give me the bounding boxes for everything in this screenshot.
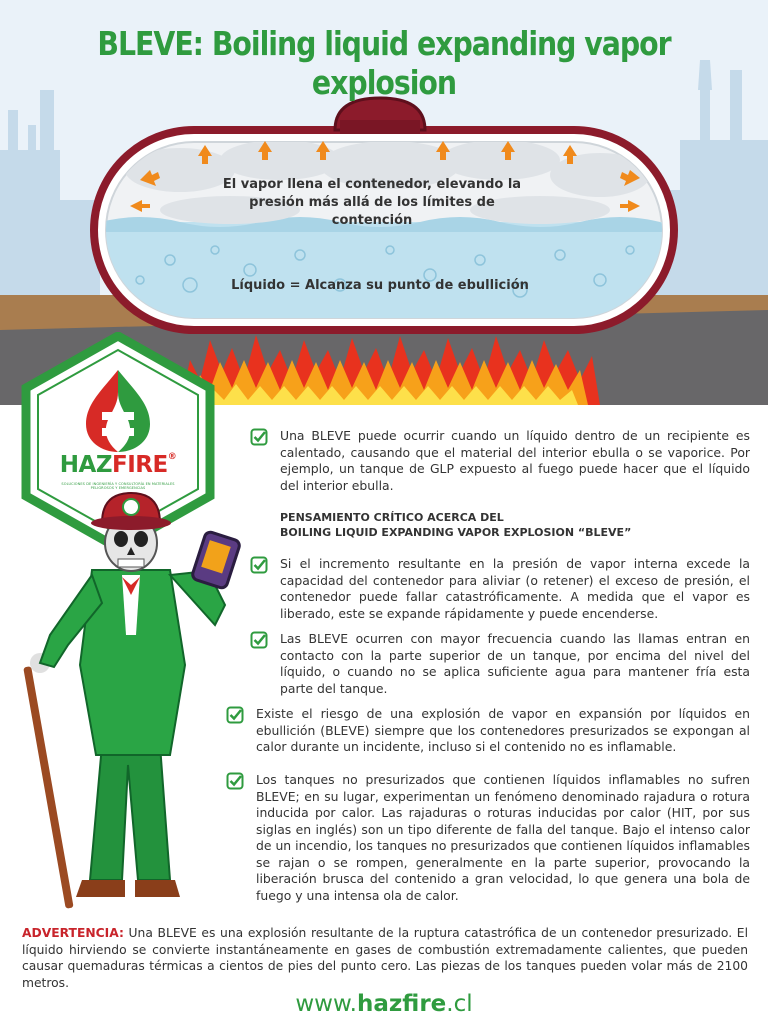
- website-link[interactable]: [0, 991, 768, 1017]
- warning-paragraph: [22, 925, 748, 991]
- liquid: [100, 222, 670, 322]
- intro-text: Una BLEVE puede ocurrir cuando un líquido dentro de un recipiente es calentado, causando que el material del interior ebulla o se vaporice. Por ejemplo, un tanque de GLP expuesto al fuego puede hacer que el líquido del interior ebulla.: [280, 428, 750, 493]
- brand-haz: HAZ: [59, 452, 113, 478]
- point-text: Las BLEVE ocurren con mayor frecuencia cuando las llamas entran en contacto con la parte superior de un tanque, por encima del nivel del líquido, o cuando no se aplica suficiente agua para mantener fría esta parte del tanque.: [280, 631, 750, 696]
- url-prefix: www.: [295, 991, 357, 1017]
- subheading-line2: BOILING LIQUID EXPANDING VAPOR EXPLOSION “BLEVE”: [280, 526, 632, 539]
- page-title: BLEVE: Boiling liquid expanding vapor explosion: [97, 24, 671, 102]
- url-domain: hazfire: [357, 991, 447, 1017]
- brand-fire: FIRE: [112, 452, 168, 478]
- check-icon: [226, 772, 244, 790]
- intro-item: [250, 428, 750, 494]
- subheading-line1: PENSAMIENTO CRÍTICO ACERCA DEL: [280, 511, 504, 524]
- registered-mark: ®: [167, 452, 177, 462]
- warning-label: ADVERTENCIA:: [22, 926, 124, 940]
- url-suffix: .cl: [446, 991, 473, 1017]
- check-icon: [250, 556, 268, 574]
- brand-tagline: SOLUCIONES DE INGENIERÍA Y CONSULTORÍA EN MATERIALES PELIGROSOS Y EMERGENCIAS: [61, 482, 175, 490]
- point-text: Si el incremento resultante en la presión de vapor interna excede la capacidad del contenedor para aliviar (o retener) el exceso de presión, el contenedor puede fallar catastróficamente. A medida que el vapor es liberado, este se expande rápidamente y puede encenderse.: [280, 556, 750, 621]
- vapor-caption: El vapor llena el contenedor, elevando la presión más allá de los límites de contención: [222, 177, 522, 228]
- point-text: Existe el riesgo de una explosión de vapor en expansión por líquidos en ebullición (BLEVE) siempre que los contenedores presurizados se expongan al calor durante un incidente, incluso si el contenido no es inflamable.: [256, 706, 750, 754]
- point-item: [250, 631, 750, 697]
- point-text: Los tanques no presurizados que contienen líquidos inflamables no sufren BLEVE; en su lugar, experimentan un fenómeno denominado rajadura o rotura inducida por calor. Las rajaduras o roturas inducidas por calor (HIT, por sus siglas en inglés) son un tipo diferente de falla del tanque. Bajo el intenso calor de un incendio, los tanques no presurizados que contienen líquidos inflamables se rajan o se rompen, generalmente en la parte superior, provocando la liberación brusca del contenido a gran velocidad, lo que genera una bola de fuego y una intensa ola de calor.: [256, 772, 750, 903]
- point-item: [250, 556, 750, 622]
- check-icon: [250, 428, 268, 446]
- liquid-caption: Líquido = Alcanza su punto de ebullición: [231, 278, 529, 293]
- point-item: [226, 706, 750, 756]
- subheading: [280, 510, 740, 540]
- brand-name: [43, 452, 193, 478]
- warning-text: Una BLEVE es una explosión resultante de la ruptura catastrófica de un contenedor presurizado. El líquido hirviendo se convierte instantáneamente en gases de combustión extremadamente calientes, que pueden causar quemaduras térmicas a cientos de pies del punto cero. Las piezas de los tanques pueden volar más de 2100 metros.: [22, 926, 748, 990]
- skeleton-firefighter-mascot: [10, 485, 242, 925]
- point-item: [226, 772, 750, 904]
- check-icon: [226, 706, 244, 724]
- check-icon: [250, 631, 268, 649]
